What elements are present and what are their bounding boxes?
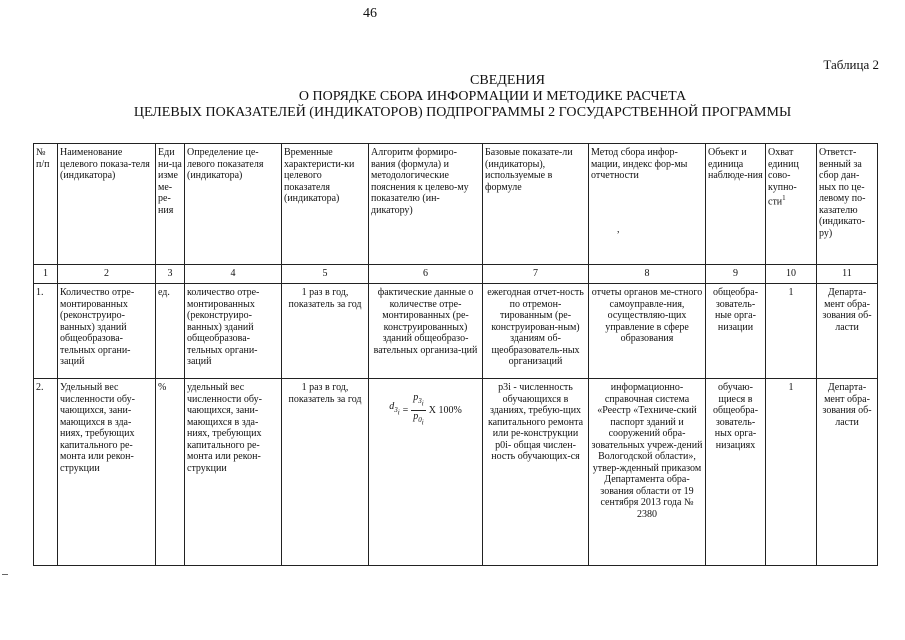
row-number: 1.	[34, 284, 58, 379]
table-row	[34, 379, 878, 566]
header-cell: Наименование целевого показа-теля (индикатора)	[58, 144, 156, 265]
base-indicators: ежегодная отчет-ность по отремон-тированным (ре-конструирован-ным) зданиям об-щеобразователь-ных организаций	[483, 284, 589, 379]
column-number: 11	[817, 265, 878, 284]
collection-method: информационно-справочная система «Реестр «Техниче-ский паспорт зданий и сооружений обра-зовательных учреж-дений Вологодской области», утвер-жденный приказом Департамента обра-зования области от 19 сентября 2013 года № 2380	[589, 379, 706, 566]
header-cell: Еди ни-ца изме ме-ре-ния	[156, 144, 185, 265]
formula-equals: =	[402, 404, 409, 416]
formula-denominator: $p_{0_i}$	[413, 410, 424, 427]
timing: 1 раз в год, показатель за год	[282, 379, 369, 566]
coverage: 1	[766, 284, 817, 379]
formula	[371, 382, 480, 429]
margin-tick-mark	[2, 574, 8, 575]
column-numbers-row	[34, 265, 878, 284]
column-number: 2	[58, 265, 156, 284]
header-cell	[766, 144, 817, 265]
indicator-definition: удельный вес численности обу-чающихся, зани-мающихся в зда-ниях, требующих капитального ре-монта или рекон-струкции	[185, 379, 282, 566]
formula-numerator: $p_{3_i}$	[411, 392, 425, 411]
column-number: 5	[282, 265, 369, 284]
column-number: 6	[369, 265, 483, 284]
table-label: Таблица 2	[823, 57, 879, 72]
unit: ед.	[156, 284, 185, 379]
page-number: 46	[363, 6, 377, 21]
header-cell-text: Метод сбора инфор-мации, индекс фор-мы отчетности	[591, 147, 688, 181]
unit: %	[156, 379, 185, 566]
stray-comma: ,	[617, 223, 620, 235]
responsible: Департа-мент обра-зования об-ласти	[817, 379, 878, 566]
observation-object: общеобра-зователь-ные орга-низации	[706, 284, 766, 379]
algorithm-formula-cell	[369, 379, 483, 566]
column-number: 10	[766, 265, 817, 284]
formula-suffix: X 100%	[428, 404, 462, 416]
title-line-3: ЦЕЛЕВЫХ ПОКАЗАТЕЛЕЙ (ИНДИКАТОРОВ) ПОДПРОГРАММЫ 2 ГОСУДАРСТВЕННОЙ ПРОГРАММЫ	[133, 105, 792, 120]
indicators-table	[33, 143, 878, 566]
header-cell: Алгоритм формиро-вания (формула) и методологические пояснения к целево-му показателю (ин-дикатору)	[369, 144, 483, 265]
header-cell: № п/п	[34, 144, 58, 265]
indicator-definition: количество отре-монтированных (реконструиро-ванных) зданий общеобразова-тельных органи-заций	[185, 284, 282, 379]
indicator-name: Количество отре-монтированных (реконструиро-ванных) зданий общеобразова-тельных органи-заций	[58, 284, 156, 379]
header-cell: Объект и единица наблюде-ния	[706, 144, 766, 265]
observation-object: обучаю-щиеся в общеобра-зователь-ных орга-низациях	[706, 379, 766, 566]
document-title	[0, 73, 905, 121]
row-number: 2.	[34, 379, 58, 566]
column-number: 8	[589, 265, 706, 284]
header-cell: Временные характеристи-ки целевого показателя (индикатора)	[282, 144, 369, 265]
responsible: Департа-мент обра-зования об-ласти	[817, 284, 878, 379]
footnote-mark: 1	[782, 194, 786, 202]
algorithm: фактические данные о количестве отре-монтированных (ре-конструированных) зданий общеобразо-вательных организа-ций	[369, 284, 483, 379]
formula-lhs: $d_{3_i}$	[389, 401, 400, 417]
collection-method: отчеты органов ме-стного самоуправле-ния, осуществляю-щих управление в сфере образования	[589, 284, 706, 379]
indicator-name: Удельный вес численности обу-чающихся, зани-мающихся в зда-ниях, требующих капитального ре-монта или рекон-струкции	[58, 379, 156, 566]
column-number: 3	[156, 265, 185, 284]
base-indicators: p3i - численность обучающихся в зданиях, требую-щих капитального ремонта или ре-конструкции p0i- общая числен-ность обучающих-ся	[483, 379, 589, 566]
column-number: 1	[34, 265, 58, 284]
title-line-2: О ПОРЯДКЕ СБОРА ИНФОРМАЦИИ И МЕТОДИКЕ РАСЧЕТА	[298, 89, 687, 104]
header-cell: Базовые показате-ли (индикаторы), используемые в формуле	[483, 144, 589, 265]
timing: 1 раз в год, показатель за год	[282, 284, 369, 379]
header-cell: Определение це-левого показателя (индикатора)	[185, 144, 282, 265]
table-row	[34, 284, 878, 379]
coverage: 1	[766, 379, 817, 566]
header-row	[34, 144, 878, 265]
formula-fraction	[411, 392, 425, 429]
header-cell-text: Охват единиц сово-купно-сти	[768, 147, 799, 208]
column-number: 7	[483, 265, 589, 284]
column-number: 9	[706, 265, 766, 284]
column-number: 4	[185, 265, 282, 284]
title-line-1: СВЕДЕНИЯ	[470, 73, 545, 88]
header-cell: Ответст-венный за сбор дан-ных по це-левому по-казателю (индикато-ру)	[817, 144, 878, 265]
header-cell	[589, 144, 706, 265]
